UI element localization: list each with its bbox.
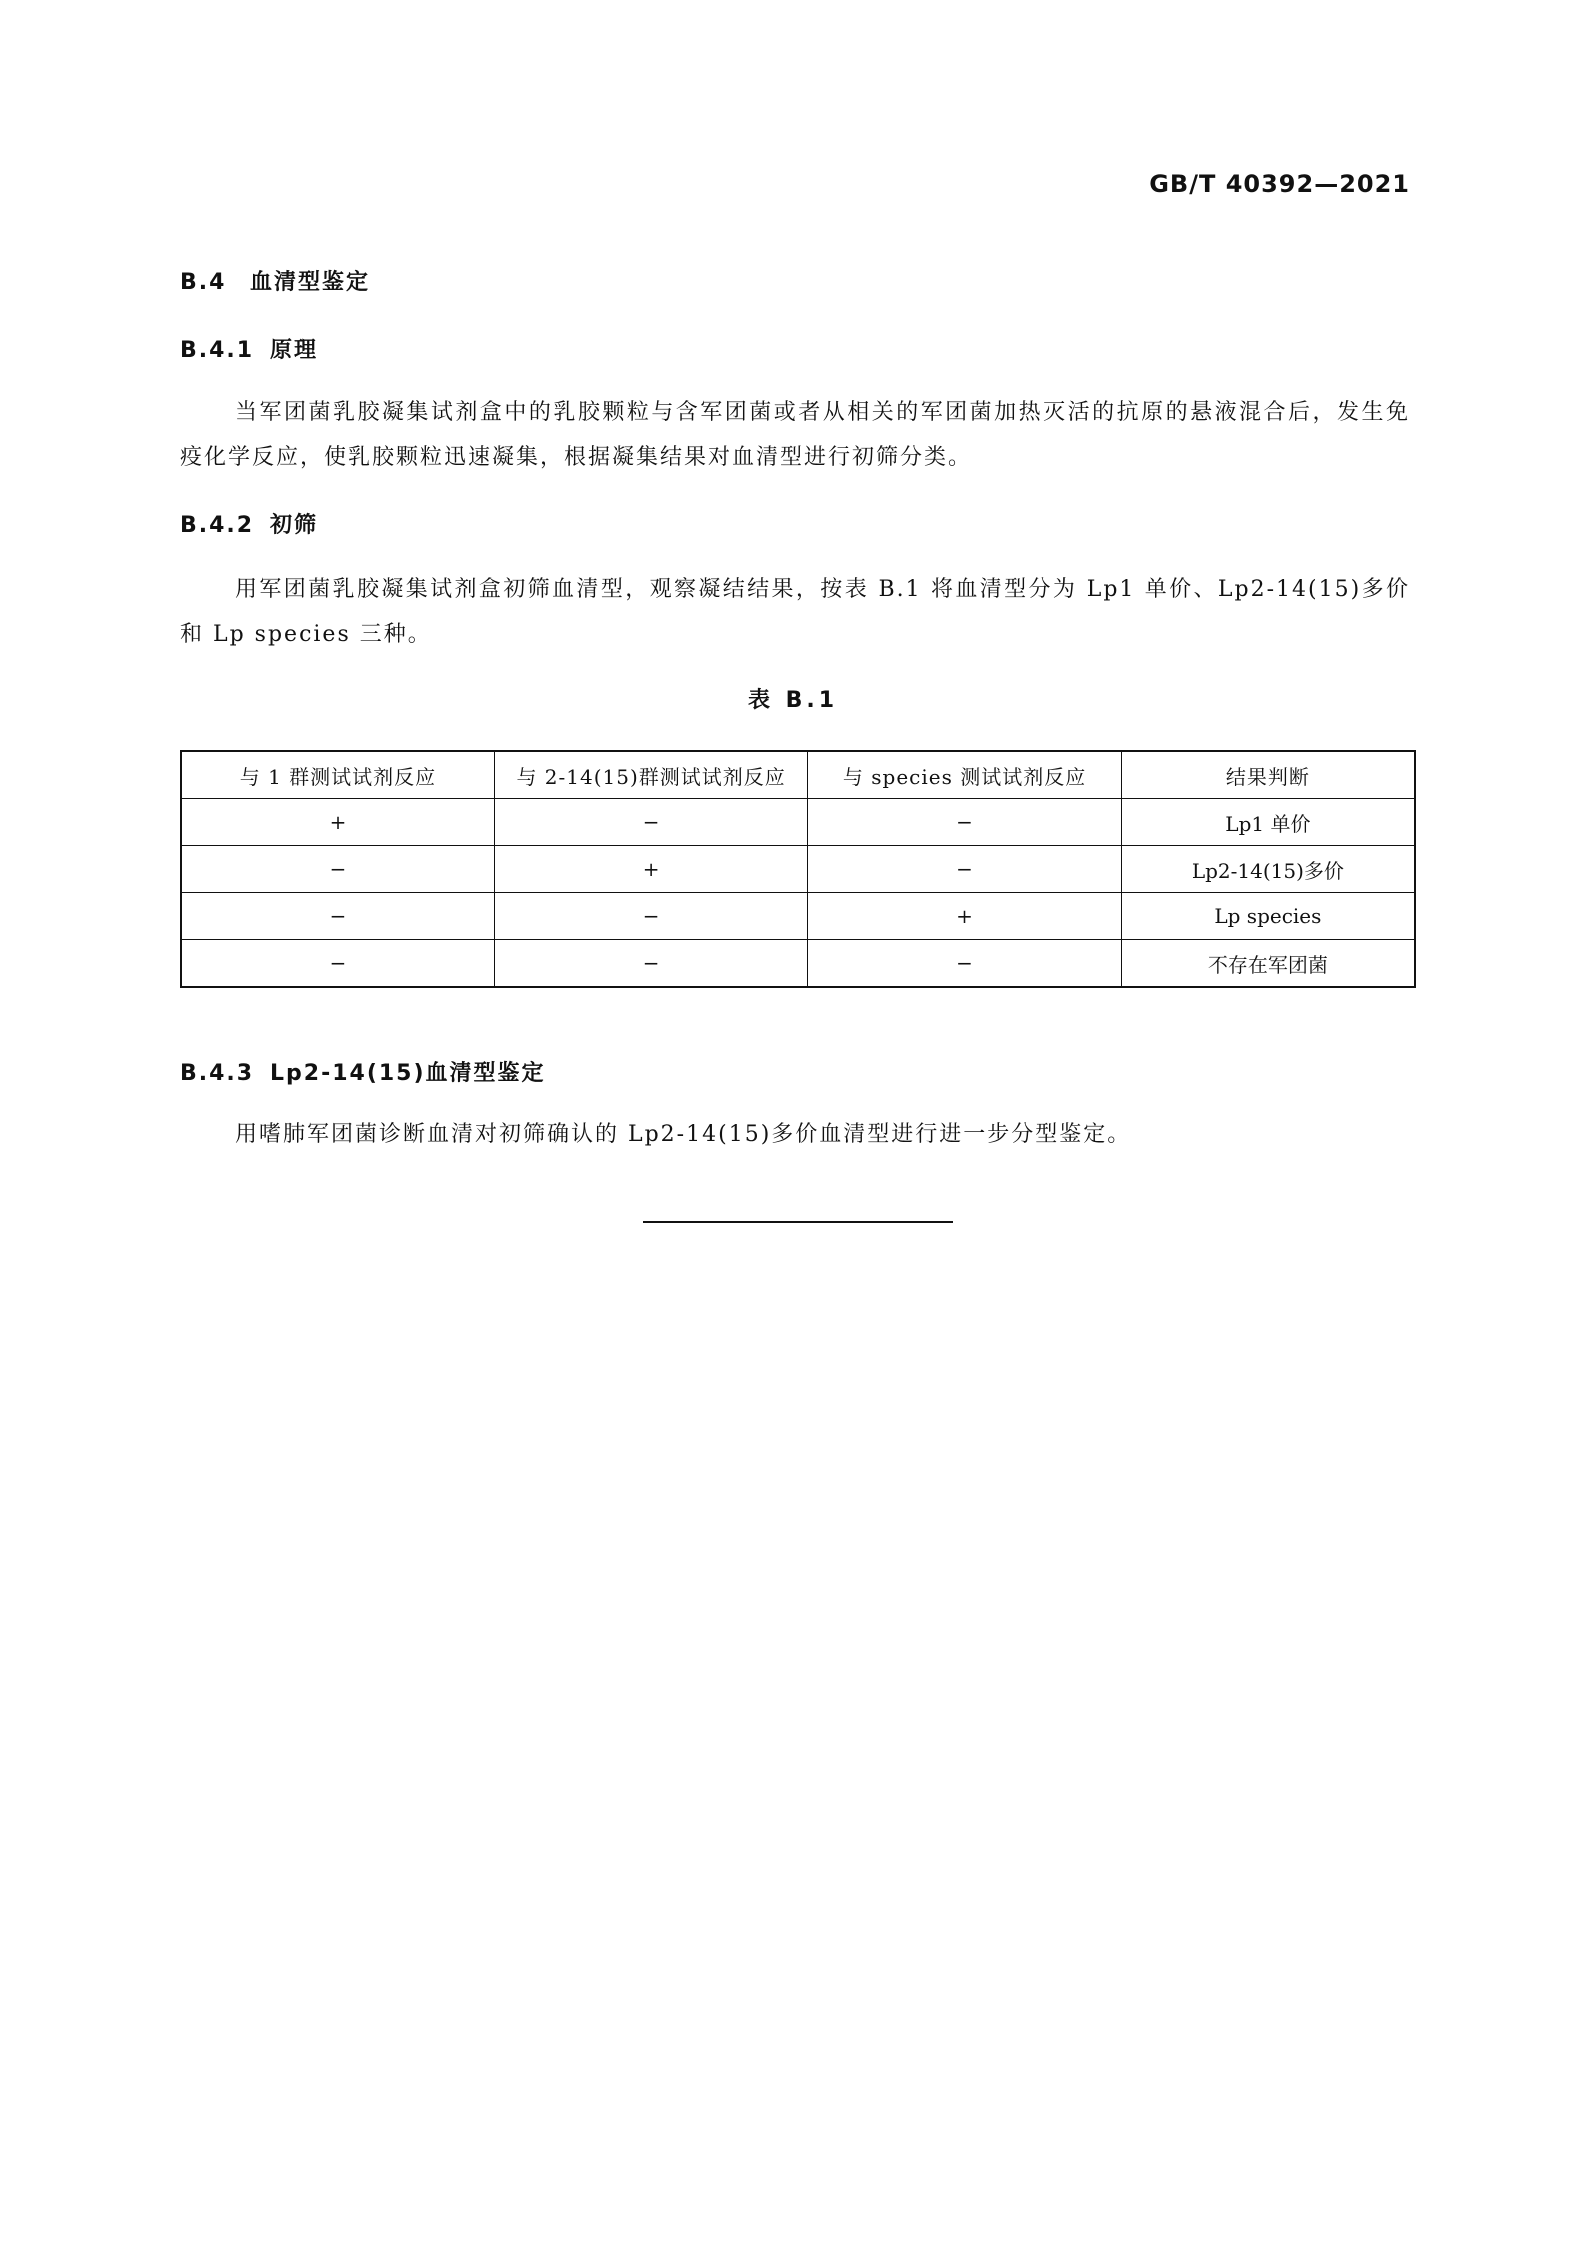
standard-number: GB/T 40392—2021 [1149, 170, 1410, 198]
table-row [181, 799, 1415, 846]
table-cell: − [181, 940, 494, 988]
table-cell: + [494, 846, 807, 893]
table-cell: − [181, 846, 494, 893]
section-number: B.4.3 [180, 1061, 255, 1086]
section-heading-b4 [180, 265, 370, 296]
paragraph-principle: 当军团菌乳胶凝集试剂盒中的乳胶颗粒与含军团菌或者从相关的军团菌加热灭活的抗原的悬液混合后，发生免疫化学反应，使乳胶颗粒迅速凝集，根据凝集结果对血清型进行初筛分类。 [180, 400, 1410, 470]
table-row [181, 893, 1415, 940]
section-title: Lp2-14(15)血清型鉴定 [270, 1061, 546, 1086]
header-group1-reaction: 与 1 群测试试剂反应 [181, 751, 494, 799]
table-cell: − [808, 940, 1121, 988]
section-number: B.4.2 [180, 513, 255, 538]
table-cell: Lp2-14(15)多价 [1121, 846, 1415, 893]
section-heading-b42 [180, 508, 318, 539]
header-species-reaction: 与 species 测试试剂反应 [808, 751, 1121, 799]
header-group2-14-reaction: 与 2-14(15)群测试试剂反应 [494, 751, 807, 799]
table-row [181, 846, 1415, 893]
table-row [181, 940, 1415, 988]
section-title: 初筛 [270, 513, 319, 538]
table-cell: − [808, 799, 1121, 846]
table-caption: 表 B.1 [747, 688, 839, 713]
table-cell: − [181, 893, 494, 940]
table-header-row [181, 751, 1415, 799]
table-cell: − [494, 940, 807, 988]
section-title: 原理 [270, 338, 319, 363]
serotype-result-table [180, 750, 1416, 988]
table-cell: Lp1 单价 [1121, 799, 1415, 846]
table-cell: 不存在军团菌 [1121, 940, 1415, 988]
section-heading-b43 [180, 1056, 546, 1087]
table-cell: − [494, 893, 807, 940]
section-number: B.4 [180, 270, 227, 295]
section-number: B.4.1 [180, 338, 255, 363]
table-cell: Lp species [1121, 893, 1415, 940]
section-title: 血清型鉴定 [250, 270, 371, 295]
end-of-document-rule [643, 1221, 953, 1223]
table-cell: + [181, 799, 494, 846]
paragraph-serotype-identification: 用嗜肺军团菌诊断血清对初筛确认的 Lp2-14(15)多价血清型进行进一步分型鉴定。 [235, 1122, 1132, 1147]
table-cell: − [808, 846, 1121, 893]
paragraph-screening: 用军团菌乳胶凝集试剂盒初筛血清型，观察凝结结果，按表 B.1 将血清型分为 Lp1 单价、Lp2-14(15)多价和 Lp species 三种。 [180, 577, 1410, 647]
header-result: 结果判断 [1121, 751, 1415, 799]
section-heading-b41 [180, 333, 318, 364]
table-cell: − [494, 799, 807, 846]
table-cell: + [808, 893, 1121, 940]
